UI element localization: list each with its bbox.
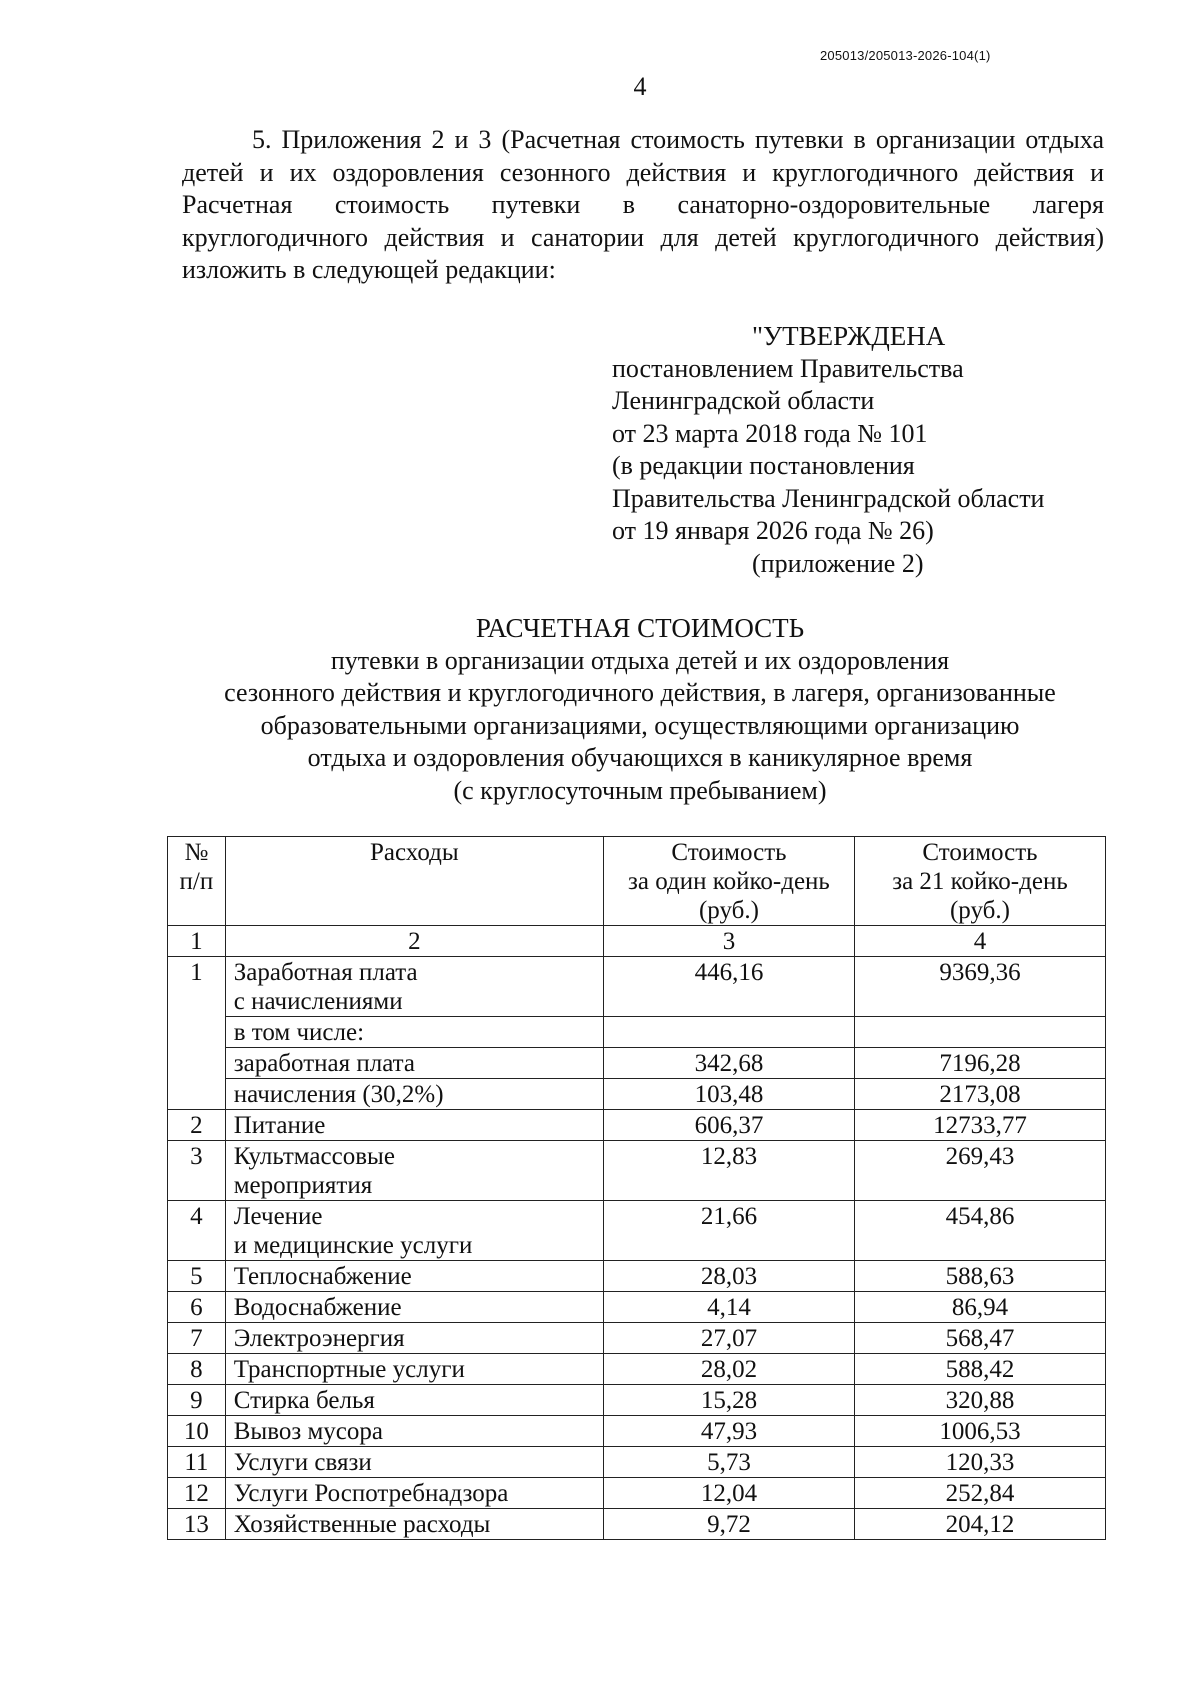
row-expense-name: заработная плата (225, 1048, 603, 1079)
row-expense-name: Хозяйственные расходы (225, 1509, 603, 1540)
row-per-day: 9,72 (603, 1509, 854, 1540)
row-per-21: 252,84 (854, 1478, 1105, 1509)
table-header-row (168, 837, 1106, 926)
table-subrow (168, 1048, 1106, 1079)
row-expense-name: Транспортные услуги (225, 1354, 603, 1385)
row-per-21 (854, 1017, 1105, 1048)
approval-line: постановлением Правительства (612, 353, 964, 383)
table-row (168, 1201, 1106, 1261)
approval-heading: "УТВЕРЖДЕНА (752, 321, 946, 351)
row-expense-name: Вывоз мусора (225, 1416, 603, 1447)
table-row (168, 1416, 1106, 1447)
row-per-21: 588,63 (854, 1261, 1105, 1292)
row-per-day: 5,73 (603, 1447, 854, 1478)
row-subheading: в том числе: (225, 1017, 603, 1048)
row-expense-name: Услуги связи (225, 1447, 603, 1478)
row-number: 4 (168, 1201, 226, 1261)
row-per-day: 47,93 (603, 1416, 854, 1447)
approval-line: Правительства Ленинградской области (612, 483, 1045, 513)
table-row (168, 1323, 1106, 1354)
table-row (168, 1478, 1106, 1509)
table-row (168, 1385, 1106, 1416)
table-row (168, 1261, 1106, 1292)
table-row (168, 1110, 1106, 1141)
row-number: 2 (168, 1110, 226, 1141)
title-line: путевки в организации отдыха детей и их оздоровления (330, 645, 950, 675)
table-row (168, 1509, 1106, 1540)
row-expense-name: Водоснабжение (225, 1292, 603, 1323)
table-row (168, 1141, 1106, 1201)
row-number: 10 (168, 1416, 226, 1447)
cost-table (167, 836, 1106, 1540)
row-expense-name: Электроэнергия (225, 1323, 603, 1354)
column-number-row (168, 926, 1106, 957)
row-expense-name: Культмассовые мероприятия (225, 1141, 603, 1201)
row-number: 1 (168, 957, 226, 1110)
approval-line: Ленинградской области (612, 386, 875, 415)
column-number: 3 (603, 926, 854, 957)
row-per-day: 15,28 (603, 1385, 854, 1416)
document-title (160, 612, 1120, 807)
column-number: 1 (168, 926, 226, 957)
appendix-label: (приложение 2) (752, 548, 924, 578)
row-expense-name: Стирка белья (225, 1385, 603, 1416)
row-number: 5 (168, 1261, 226, 1292)
row-per-21: 320,88 (854, 1385, 1105, 1416)
row-per-21: 2173,08 (854, 1079, 1105, 1110)
table-row (168, 1292, 1106, 1323)
table-row (168, 1447, 1106, 1478)
column-number: 2 (225, 926, 603, 957)
row-number: 7 (168, 1323, 226, 1354)
row-per-day: 446,16 (603, 957, 854, 1017)
document-id: 205013/205013-2026-104(1) (820, 48, 991, 63)
row-number: 3 (168, 1141, 226, 1201)
title-line: (с круглосуточным пребыванием) (453, 775, 827, 805)
column-number: 4 (854, 926, 1105, 957)
header-per-21-days: Стоимость за 21 койко-день (руб.) (854, 837, 1105, 926)
row-expense-name: Теплоснабжение (225, 1261, 603, 1292)
header-per-day: Стоимость за один койко-день (руб.) (603, 837, 854, 926)
row-per-21: 12733,77 (854, 1110, 1105, 1141)
row-per-21: 204,12 (854, 1509, 1105, 1540)
title-main: РАСЧЕТНАЯ СТОИМОСТЬ (475, 613, 805, 643)
row-expense-name: Заработная плата с начислениями (225, 957, 603, 1017)
row-per-21: 9369,36 (854, 957, 1105, 1017)
row-expense-name: Лечение и медицинские услуги (225, 1201, 603, 1261)
row-per-21: 454,86 (854, 1201, 1105, 1261)
row-per-day: 4,14 (603, 1292, 854, 1323)
header-expenses: Расходы (225, 837, 603, 926)
row-number: 8 (168, 1354, 226, 1385)
amendment-paragraph: 5. Приложения 2 и 3 (Расчетная стоимость путевки в организации отдыха детей и их оздоровления сезонного действия и круглогодичного действия и Расчетная стоимость путевки в санаторно-оздоровительные лагеря круглогодичного действия и санатории для детей круглогодичного действия) изложить в следующей редакции: (182, 125, 1104, 284)
row-per-day: 21,66 (603, 1201, 854, 1261)
row-expense-name: Питание (225, 1110, 603, 1141)
approval-line: (в редакции постановления (612, 451, 915, 480)
title-line: образовательными организациями, осуществляющими организацию (260, 710, 1020, 740)
row-per-21: 86,94 (854, 1292, 1105, 1323)
title-line: сезонного действия и круглогодичного действия, в лагеря, организованные (224, 678, 1056, 707)
row-number: 9 (168, 1385, 226, 1416)
row-number: 6 (168, 1292, 226, 1323)
table-subrow (168, 1079, 1106, 1110)
row-number: 12 (168, 1478, 226, 1509)
row-per-day (603, 1017, 854, 1048)
table-row (168, 957, 1106, 1017)
row-per-21: 588,42 (854, 1354, 1105, 1385)
page-number: 4 (633, 72, 647, 101)
approval-line: от 23 марта 2018 года № 101 (612, 418, 928, 448)
row-per-day: 103,48 (603, 1079, 854, 1110)
row-per-21: 1006,53 (854, 1416, 1105, 1447)
row-per-day: 606,37 (603, 1110, 854, 1141)
row-per-21: 7196,28 (854, 1048, 1105, 1079)
row-per-day: 27,07 (603, 1323, 854, 1354)
table-subrow (168, 1017, 1106, 1048)
row-expense-name: начисления (30,2%) (225, 1079, 603, 1110)
row-expense-name: Услуги Роспотребнадзора (225, 1478, 603, 1509)
row-number: 13 (168, 1509, 226, 1540)
approval-block (612, 320, 1132, 580)
row-per-day: 12,83 (603, 1141, 854, 1201)
approval-line: от 19 января 2026 года № 26) (612, 516, 934, 545)
row-per-day: 12,04 (603, 1478, 854, 1509)
table-row (168, 1354, 1106, 1385)
header-number: № п/п (168, 837, 226, 926)
row-per-21: 568,47 (854, 1323, 1105, 1354)
row-per-day: 28,03 (603, 1261, 854, 1292)
row-number: 11 (168, 1447, 226, 1478)
title-line: отдыха и оздоровления обучающихся в каникулярное время (307, 743, 973, 772)
row-per-day: 28,02 (603, 1354, 854, 1385)
row-per-21: 120,33 (854, 1447, 1105, 1478)
row-per-day: 342,68 (603, 1048, 854, 1079)
row-per-21: 269,43 (854, 1141, 1105, 1201)
